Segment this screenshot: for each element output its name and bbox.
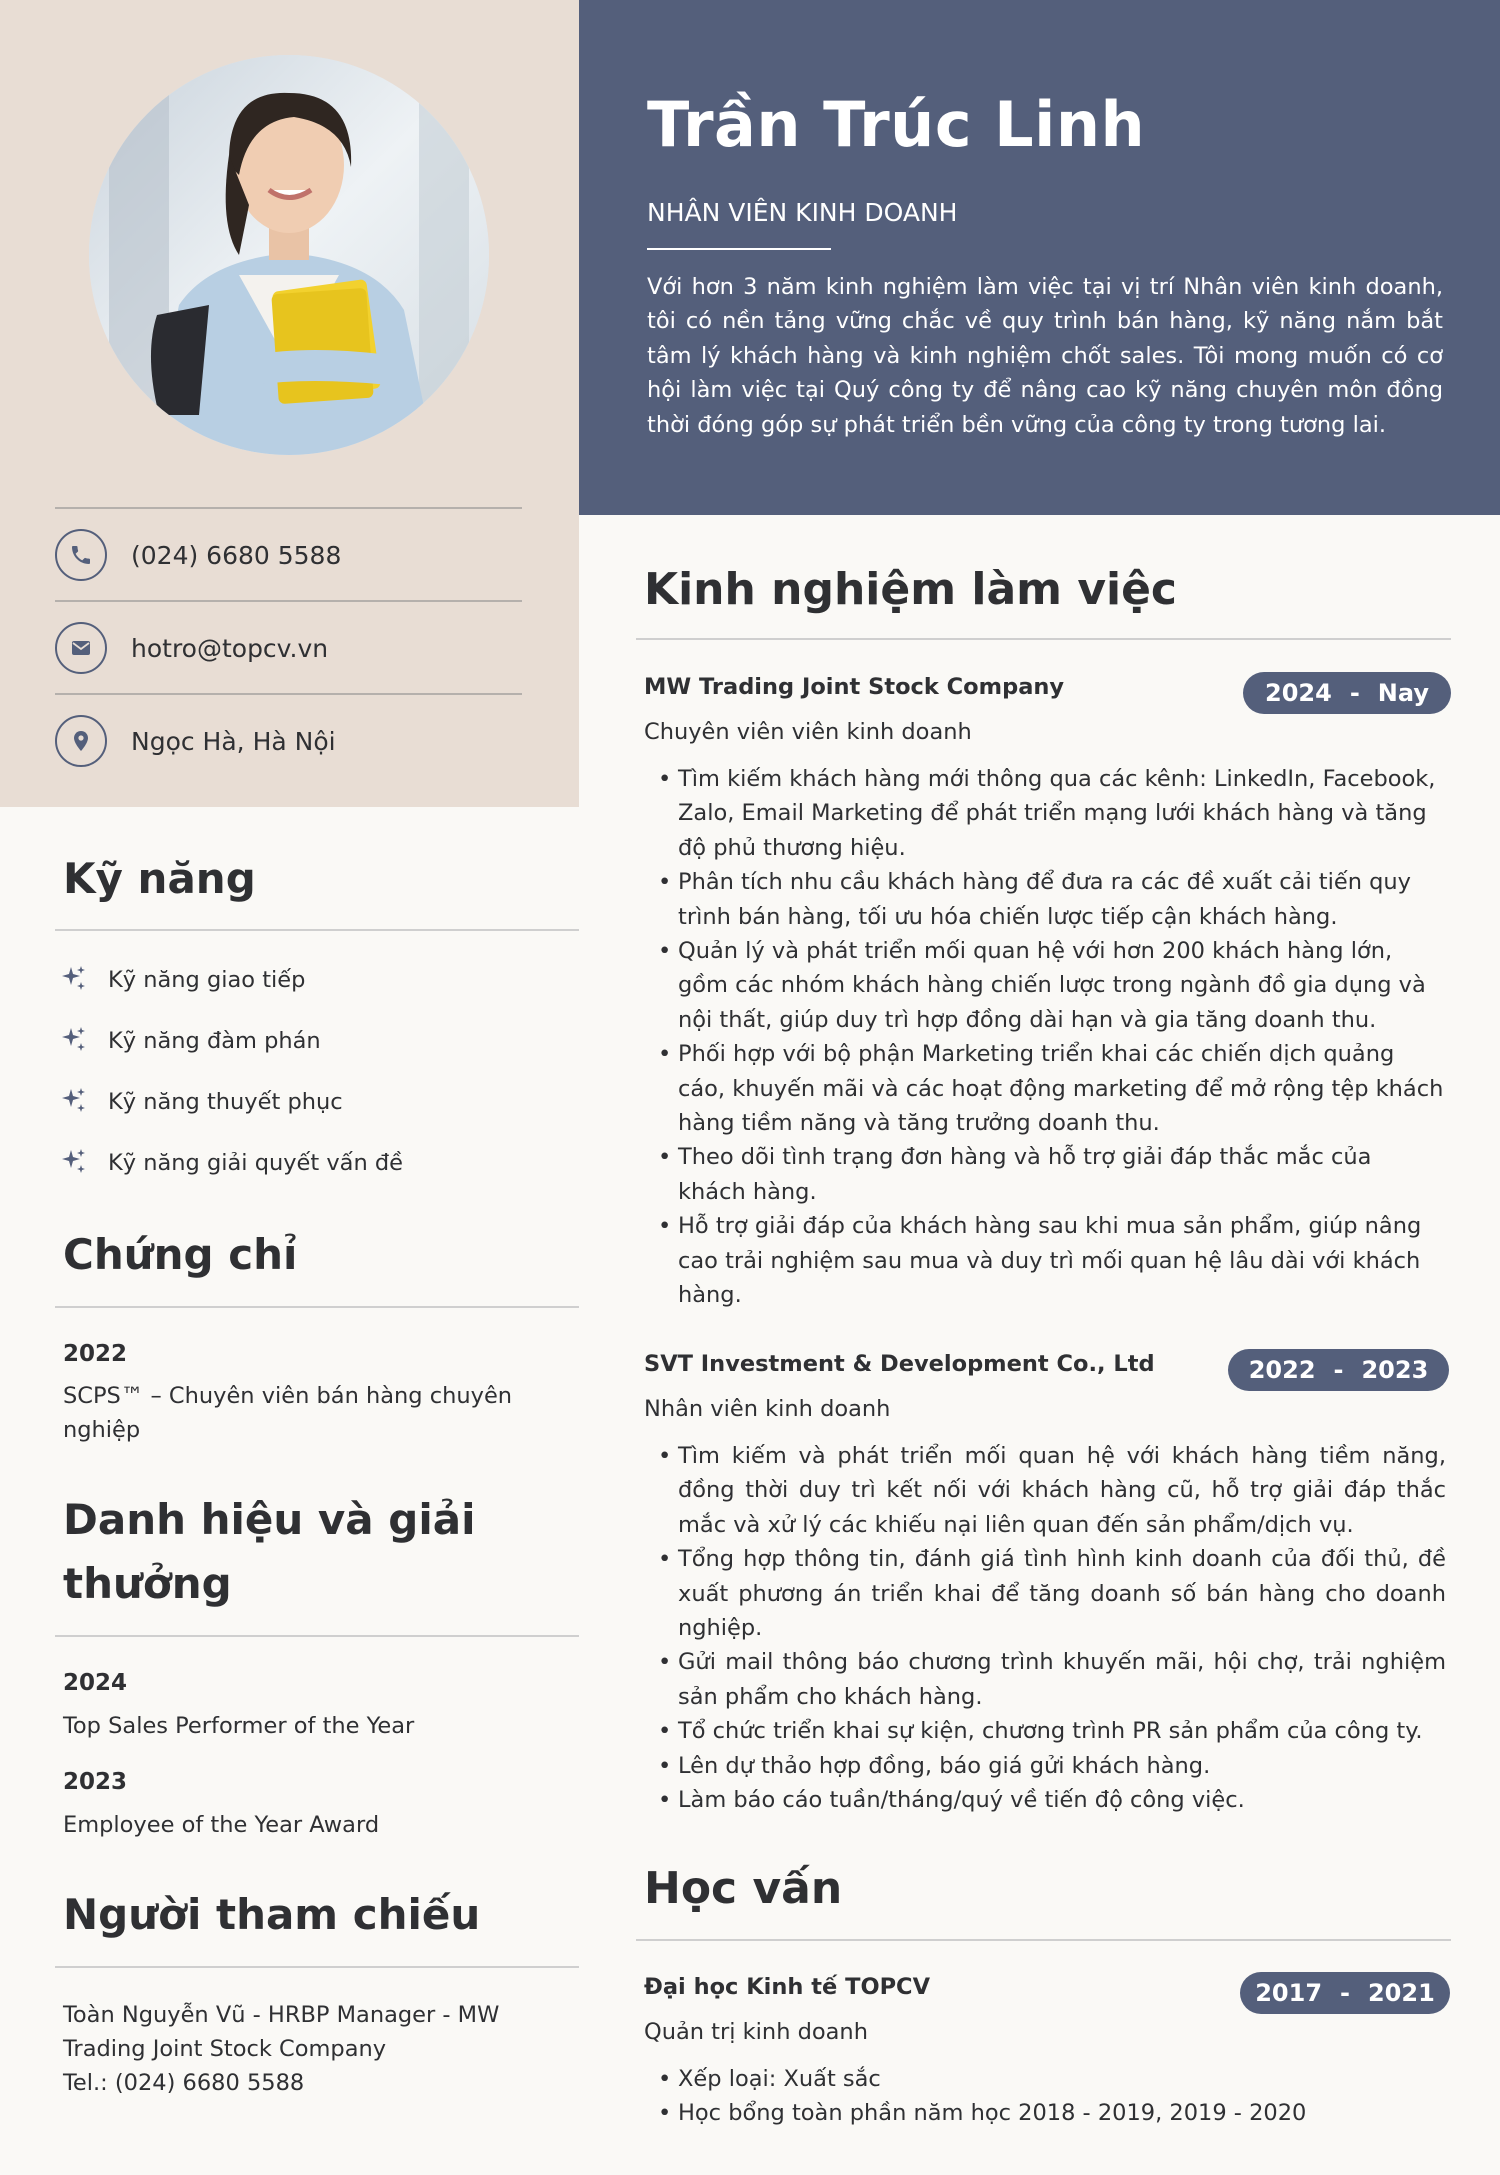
job-role: Chuyên viên viên kinh doanh (644, 719, 972, 745)
reference-phone: Tel.: (024) 6680 5588 (63, 2070, 305, 2096)
award-name: Employee of the Year Award (63, 1812, 380, 1838)
sparkle-icon (60, 1147, 88, 1179)
certificate-name: SCPS™ – Chuyên viên bán hàng chuyên nghiệp (63, 1383, 513, 1443)
end-year: 2023 (1361, 1356, 1429, 1384)
contact-phone (55, 528, 522, 582)
education-details-list (650, 2062, 1446, 2131)
skill-label: Kỹ năng thuyết phục (108, 1089, 343, 1115)
reference-line: Trading Joint Stock Company (63, 2036, 387, 2062)
bullet-item: • Phối hợp với bộ phận Marketing triển khai các chiến dịch quảng cáo, khuyến mãi và các hoạt động marketing để mở rộng tệp khách hàng tiềm năng và tăng trưởng doanh thu. (650, 1037, 1446, 1140)
bullet-item: • Học bổng toàn phần năm học 2018 - 2019, 2019 - 2020 (650, 2096, 1446, 2130)
sparkle-icon (60, 964, 88, 996)
section-rule (55, 1966, 579, 1968)
bullet-item: • Quản lý và phát triển mối quan hệ với hơn 200 khách hàng lớn, gồm các nhóm khách hàng chiến lược trong ngành đồ gia dụng và nội thất, giúp duy trì hợp đồng dài hạn và gia tăng doanh thu. (650, 934, 1446, 1037)
contact-divider (55, 507, 522, 509)
contact-email (55, 621, 522, 675)
bullet-item: • Tìm kiếm khách hàng mới thông qua các kênh: LinkedIn, Facebook, Zalo, Email Marketing để phát triển mạng lưới khách hàng và tăng độ phủ thương hiệu. (650, 762, 1446, 865)
award-name: Top Sales Performer of the Year (63, 1713, 415, 1739)
bullet-item: • Tổng hợp thông tin, đánh giá tình hình kinh doanh của đối thủ, đề xuất phương án triển khai để tăng doanh số bán hàng cho doanh nghiệp. (650, 1542, 1446, 1645)
job-duties-list (650, 762, 1446, 1313)
section-rule (55, 1306, 579, 1308)
bullet-item: • Gửi mail thông báo chương trình khuyến mãi, hội chợ, trải nghiệm sản phẩm cho khách hàng. (650, 1645, 1446, 1714)
company-name: SVT Investment & Development Co., Ltd (644, 1351, 1155, 1377)
bullet-item: • Tìm kiếm và phát triển mối quan hệ với khách hàng tiềm năng, đồng thời duy trì kết nối với khách hàng cũ, hỗ trợ giải đáp thắc mắc và xử lý các khiếu nại liên quan đến sản phẩm/dịch vụ. (650, 1439, 1446, 1542)
sparkle-icon (60, 1025, 88, 1057)
contact-address (55, 714, 522, 768)
experience-title: Kinh nghiệm làm việc (644, 564, 1178, 615)
phone-icon (55, 529, 107, 581)
date-badge: 2017 - 2021 (1240, 1972, 1450, 2014)
bullet-item: • Theo dõi tình trạng đơn hàng và hỗ trợ giải đáp thắc mắc của khách hàng. (650, 1140, 1446, 1209)
section-rule (636, 1939, 1451, 1941)
bullet-item: • Lên dự thảo hợp đồng, báo giá gửi khách hàng. (650, 1749, 1446, 1783)
bullet-item: • Tổ chức triển khai sự kiện, chương trình PR sản phẩm của công ty. (650, 1714, 1446, 1748)
skill-label: Kỹ năng giao tiếp (108, 967, 306, 993)
phone-number: (024) 6680 5588 (131, 540, 342, 570)
end-year: 2021 (1367, 1979, 1435, 2007)
education-title: Học vấn (644, 1863, 843, 1914)
section-rule (55, 929, 579, 931)
certificates-title: Chứng chỉ (63, 1230, 298, 1279)
section-rule (636, 638, 1451, 640)
section-rule (55, 1635, 579, 1637)
location-pin-icon (55, 715, 107, 767)
awards-title-line2: thưởng (63, 1559, 232, 1608)
title-underline (647, 248, 831, 250)
skill-item (60, 1024, 321, 1058)
date-badge: 2022 - 2023 (1228, 1349, 1449, 1391)
bullet-item: • Hỗ trợ giải đáp của khách hàng sau khi mua sản phẩm, giúp nâng cao trải nghiệm sau mua và duy trì mối quan hệ lâu dài với khách hàng. (650, 1209, 1446, 1312)
career-summary: Với hơn 3 năm kinh nghiệm làm việc tại vị trí Nhân viên kinh doanh, tôi có nền tảng vững chắc về quy trình bán hàng, kỹ năng nắm bắt tâm lý khách hàng và kinh nghiệm chốt sales. Tôi mong muốn có cơ hội làm việc tại Quý công ty để nâng cao kỹ năng chuyên môn đồng thời đóng góp sự phát triển bền vững của công ty trong tương lai. (647, 274, 1443, 438)
skill-label: Kỹ năng giải quyết vấn đề (108, 1150, 404, 1176)
end-year: Nay (1377, 679, 1429, 707)
references-title: Người tham chiếu (63, 1890, 481, 1939)
reference-line: Toàn Nguyễn Vũ - HRBP Manager - MW (63, 2002, 500, 2028)
bullet-item: • Phân tích nhu cầu khách hàng để đưa ra các đề xuất cải tiến quy trình bán hàng, tối ưu hóa chiến lược tiếp cận khách hàng. (650, 865, 1446, 934)
mail-icon (55, 622, 107, 674)
skill-item (60, 963, 305, 997)
job-duties-list (650, 1439, 1446, 1817)
start-year: 2024 (1265, 679, 1332, 707)
contact-divider (55, 693, 522, 695)
school-name: Đại học Kinh tế TOPCV (644, 1974, 930, 2000)
start-year: 2022 (1248, 1356, 1316, 1384)
skills-title: Kỹ năng (63, 854, 256, 903)
candidate-name: Trần Trúc Linh (647, 88, 1146, 161)
major: Quản trị kinh doanh (644, 2019, 868, 2045)
bullet-item: • Làm báo cáo tuần/tháng/quý về tiến độ công việc. (650, 1783, 1446, 1817)
contact-divider (55, 600, 522, 602)
job-role: Nhân viên kinh doanh (644, 1396, 891, 1422)
date-badge: 2024 - Nay (1243, 672, 1451, 714)
company-name: MW Trading Joint Stock Company (644, 674, 1065, 700)
start-year: 2017 (1255, 1979, 1323, 2007)
award-year: 2023 (63, 1769, 128, 1795)
award-year: 2024 (63, 1670, 128, 1696)
skill-item (60, 1085, 343, 1119)
bullet-item: • Xếp loại: Xuất sắc (650, 2062, 1446, 2096)
skill-label: Kỹ năng đàm phán (108, 1028, 321, 1054)
address-text: Ngọc Hà, Hà Nội (131, 726, 336, 756)
certificate-year: 2022 (63, 1341, 128, 1367)
email-address: hotro@topcv.vn (131, 633, 329, 663)
job-title: NHÂN VIÊN KINH DOANH (647, 198, 958, 227)
profile-photo (89, 55, 489, 455)
skill-item (60, 1146, 403, 1180)
awards-title-line1: Danh hiệu và giải (63, 1495, 476, 1544)
sparkle-icon (60, 1086, 88, 1118)
